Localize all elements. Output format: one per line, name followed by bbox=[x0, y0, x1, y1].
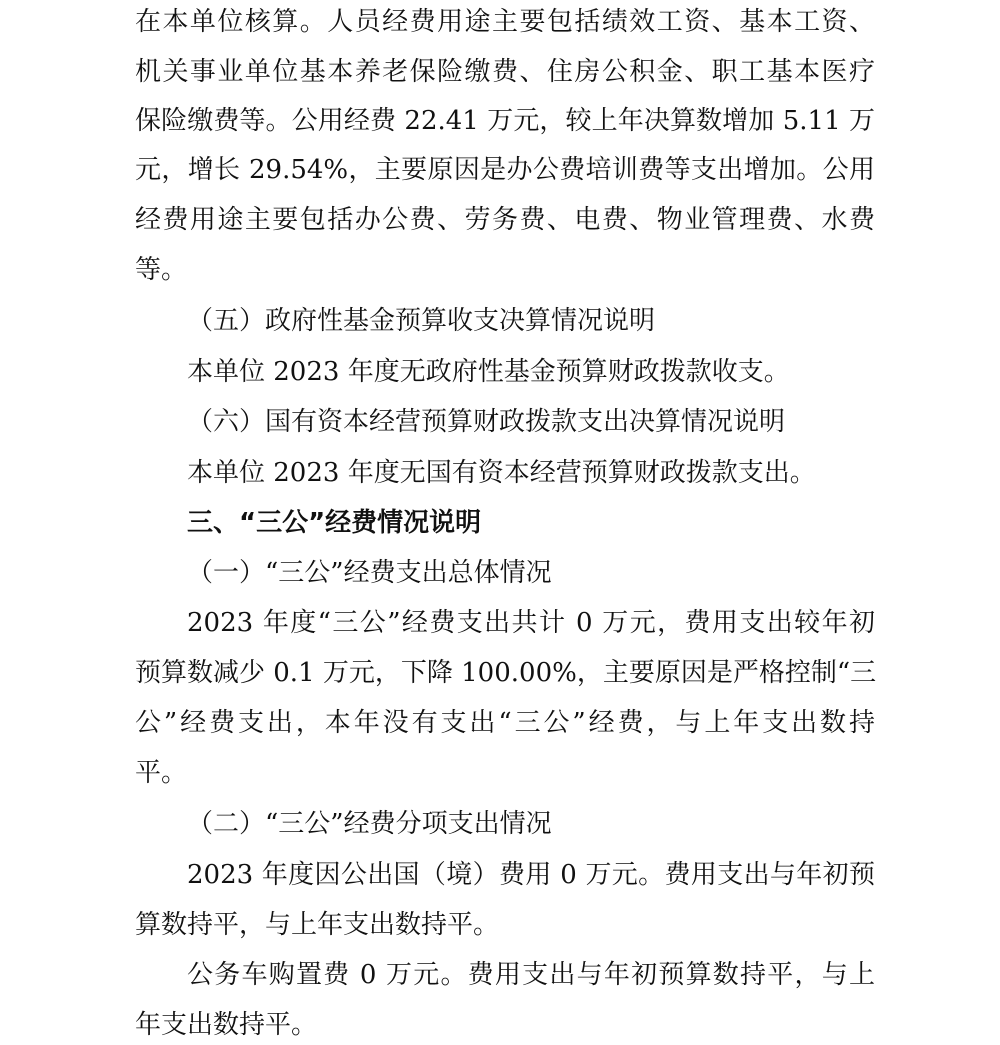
paragraph-line: 元，增长 29.54%，主要原因是办公费培训费等支出增加。公用 bbox=[135, 155, 875, 185]
section-subheading: （六）国有资本经营预算财政拨款支出决算情况说明 bbox=[187, 407, 786, 437]
paragraph-line: 2023 年度因公出国（境）费用 0 万元。费用支出与年初预 bbox=[187, 860, 875, 890]
paragraph-line: 年支出数持平。 bbox=[135, 1010, 318, 1040]
section-subheading: （二）“三公”经费分项支出情况 bbox=[187, 809, 552, 839]
paragraph-line: 公”经费支出，本年没有支出“三公”经费，与上年支出数持 bbox=[135, 708, 875, 738]
paragraph-line: 经费用途主要包括办公费、劳务费、电费、物业管理费、水费 bbox=[135, 205, 875, 235]
section-subheading: （五）政府性基金预算收支决算情况说明 bbox=[187, 306, 656, 336]
paragraph-line: 2023 年度“三公”经费支出共计 0 万元，费用支出较年初 bbox=[187, 608, 875, 638]
paragraph-line: 等。 bbox=[135, 255, 188, 285]
paragraph-line: 本单位 2023 年度无国有资本经营预算财政拨款支出。 bbox=[187, 458, 816, 488]
paragraph-line: 预算数减少 0.1 万元，下降 100.00%，主要原因是严格控制“三 bbox=[135, 658, 877, 688]
paragraph-line: 机关事业单位基本养老保险缴费、住房公积金、职工基本医疗 bbox=[135, 57, 875, 87]
paragraph-line: 本单位 2023 年度无政府性基金预算财政拨款收支。 bbox=[187, 357, 790, 387]
paragraph-line: 在本单位核算。人员经费用途主要包括绩效工资、基本工资、 bbox=[135, 7, 875, 37]
paragraph-line: 平。 bbox=[135, 758, 188, 788]
paragraph-line: 保险缴费等。公用经费 22.41 万元，较上年决算数增加 5.11 万 bbox=[135, 106, 875, 136]
paragraph-line: 公务车购置费 0 万元。费用支出与年初预算数持平，与上 bbox=[187, 960, 875, 990]
section-heading: 三、“三公”经费情况说明 bbox=[187, 508, 482, 538]
paragraph-line: 算数持平，与上年支出数持平。 bbox=[135, 910, 500, 940]
section-subheading: （一）“三公”经费支出总体情况 bbox=[187, 558, 552, 588]
